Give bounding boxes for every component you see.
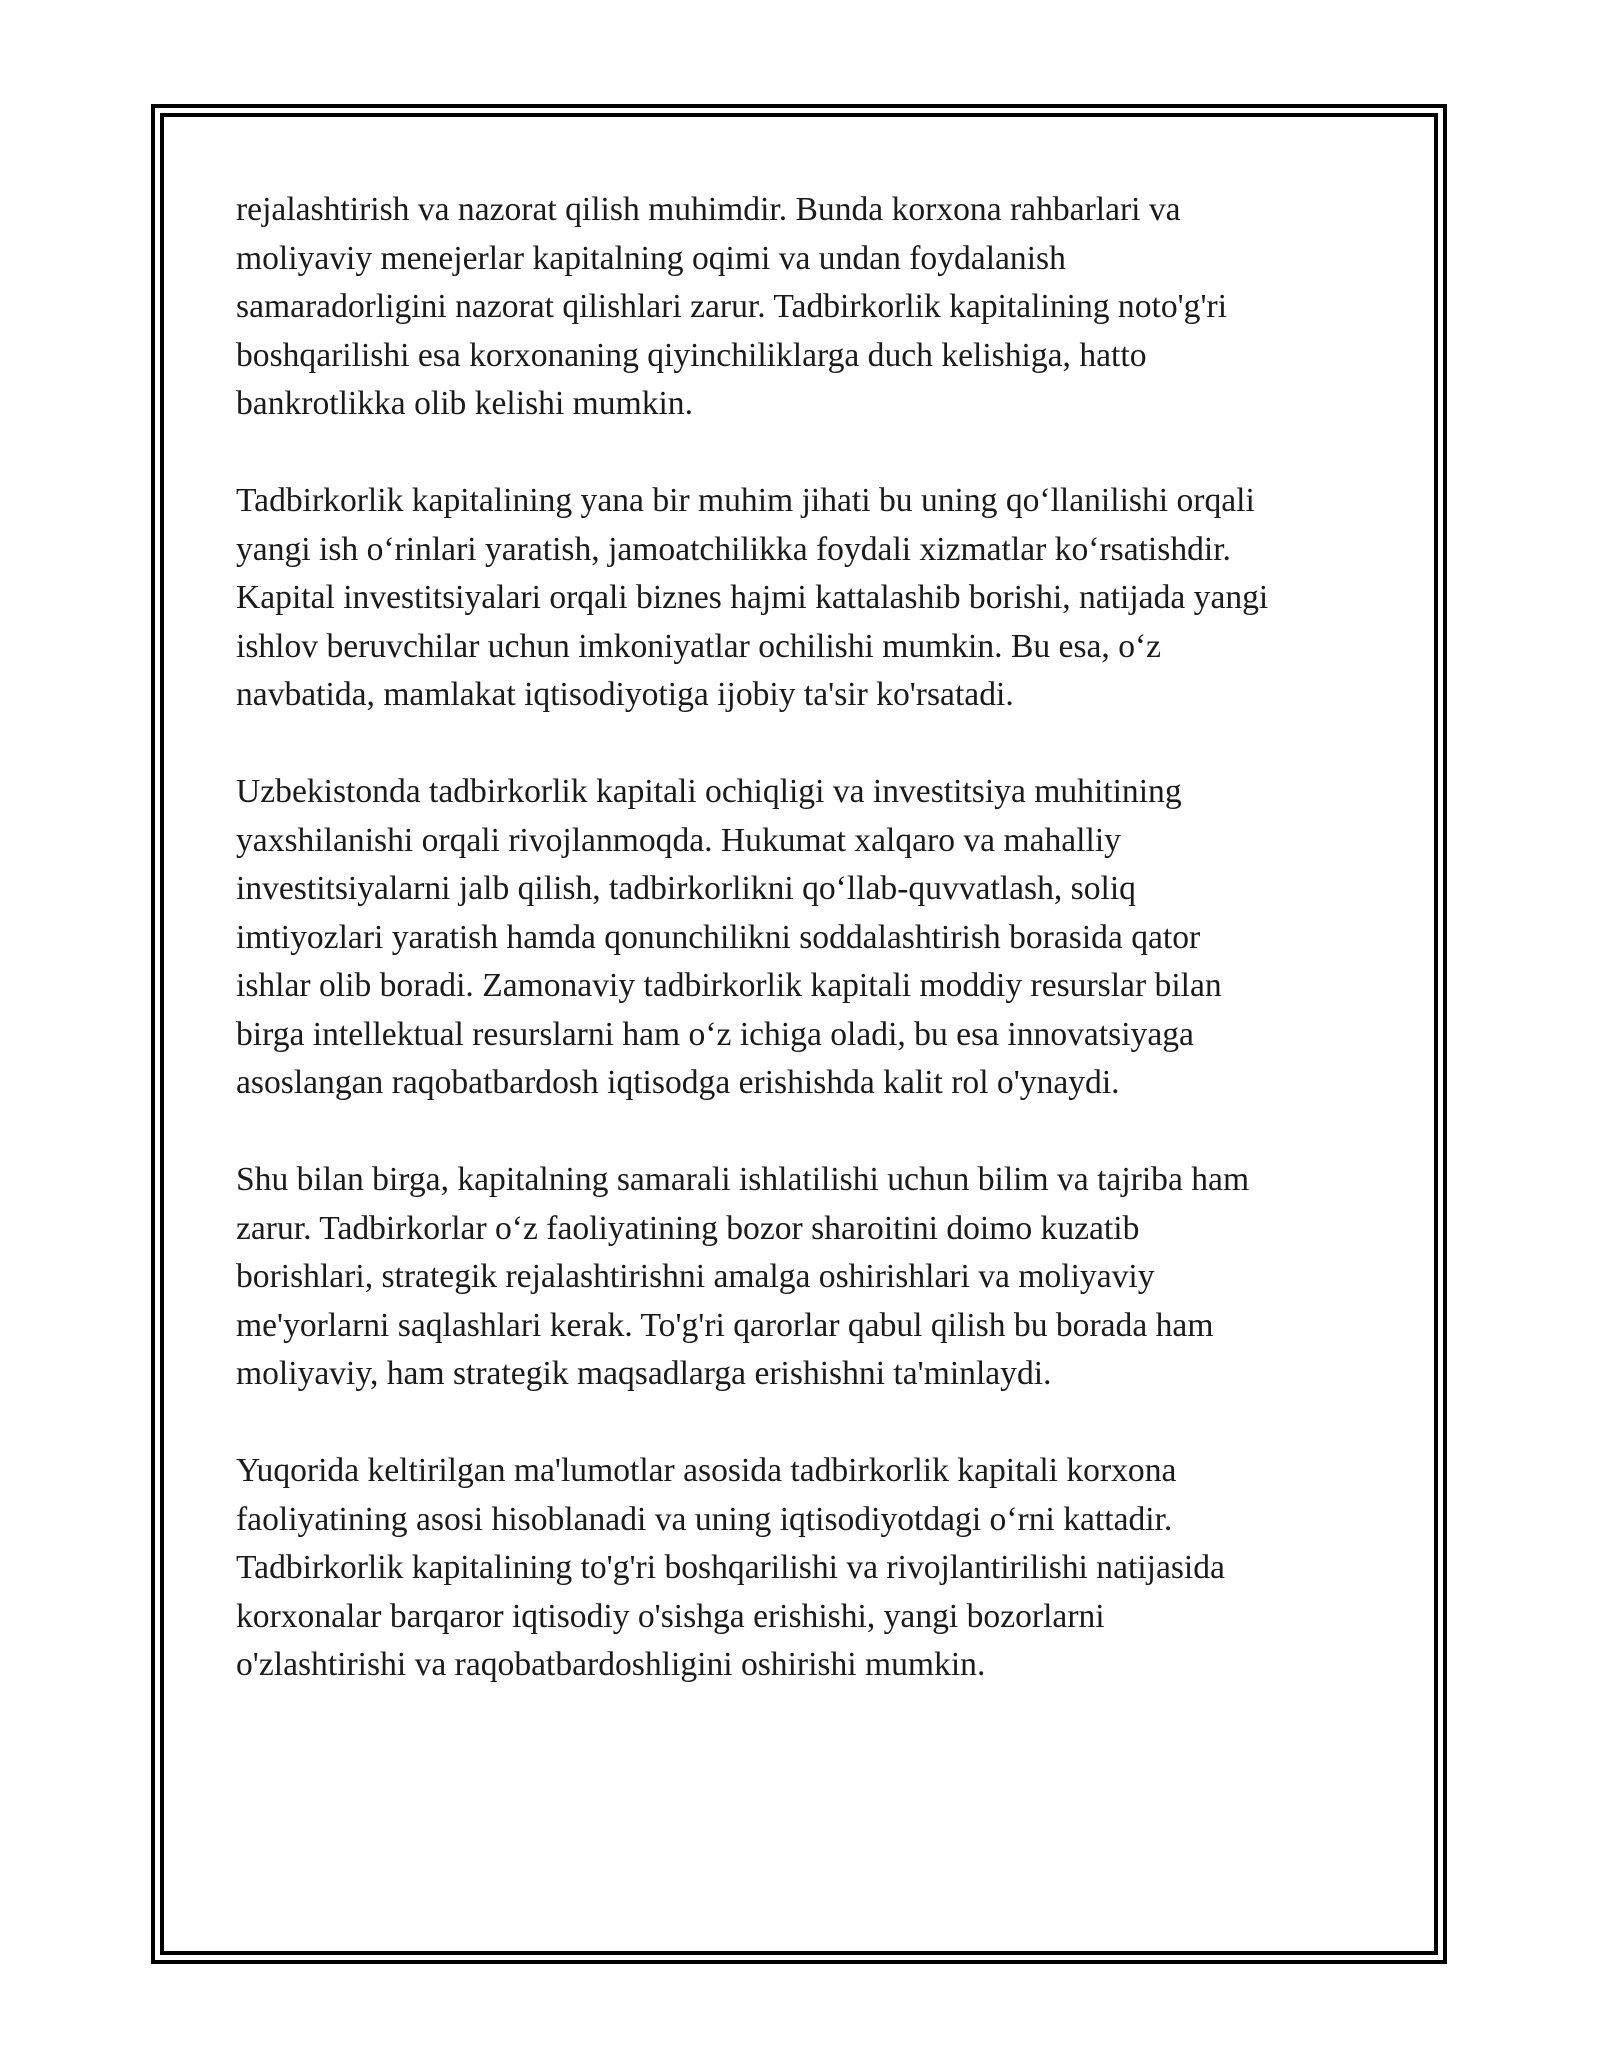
paragraph-5: Yuqorida keltirilgan ma'lumotlar asosida tadbirkorlik kapitali korxona faoliyatining asosi hisoblanadi va uning iqtisodiyotdagi o‘rni kattadir. Tadbirkorlik kapitalining to'g'ri boshqarilishi va rivojlantirilishi natijasida korxonalar barqaror iqtisodiy o'sishga erishishi, yangi bozorlarni o'zlashtirishi va raqobatbardoshligini oshirishi mumkin. — [236, 1452, 1225, 1683]
paragraph-3: Uzbekistonda tadbirkorlik kapitali ochiqligi va investitsiya muhitining yaxshilanishi orqali rivojlanmoqda. Hukumat xalqaro va mahalliy investitsiyalarni jalb qilish, tadbirkorlikni qo‘llab-quvvatlash, soliq imtiyozlari yaratish hamda qonunchilikni soddalashtirish borasida qator ishlar olib boradi. Zamonaviy tadbirkorlik kapitali moddiy resurslar bilan birga intellektual resurslarni ham o‘z ichiga oladi, bu esa innovatsiyaga asoslangan raqobatbardosh iqtisodga erishishda kalit rol o'ynaydi. — [236, 773, 1222, 1101]
document-body — [236, 186, 1386, 1738]
paragraph-2: Tadbirkorlik kapitalining yana bir muhim jihati bu uning qo‘llanilishi orqali yangi ish o‘rinlari yaratish, jamoatchilikka foydali xizmatlar ko‘rsatishdir. Kapital investitsiyalari orqali biznes hajmi kattalashib borishi, natijada yangi ishlov beruvchilar uchun imkoniyatlar ochilishi mumkin. Bu esa, o‘z navbatida, mamlakat iqtisodiyotiga ijobiy ta'sir ko'rsatadi. — [236, 482, 1269, 713]
paragraph-4: Shu bilan birga, kapitalning samarali ishlatilishi uchun bilim va tajriba ham zarur. Tadbirkorlar o‘z faoliyatining bozor sharoitini doimo kuzatib borishlari, strategik rejalashtirishni amalga oshirishlari va moliyaviy me'yorlarni saqlashlari kerak. To'g'ri qarorlar qabul qilish bu borada ham moliyaviy, ham strategik maqsadlarga erishishni ta'minlaydi. — [236, 1161, 1250, 1392]
paragraph-1: rejalashtirish va nazorat qilish muhimdir. Bunda korxona rahbarlari va moliyaviy menejerlar kapitalning oqimi va undan foydalanish samaradorligini nazorat qilishlari zarur. Tadbirkorlik kapitalining noto'g'ri boshqarilishi esa korxonaning qiyinchiliklarga duch kelishiga, hatto bankrotlikka olib kelishi mumkin. — [236, 191, 1228, 422]
